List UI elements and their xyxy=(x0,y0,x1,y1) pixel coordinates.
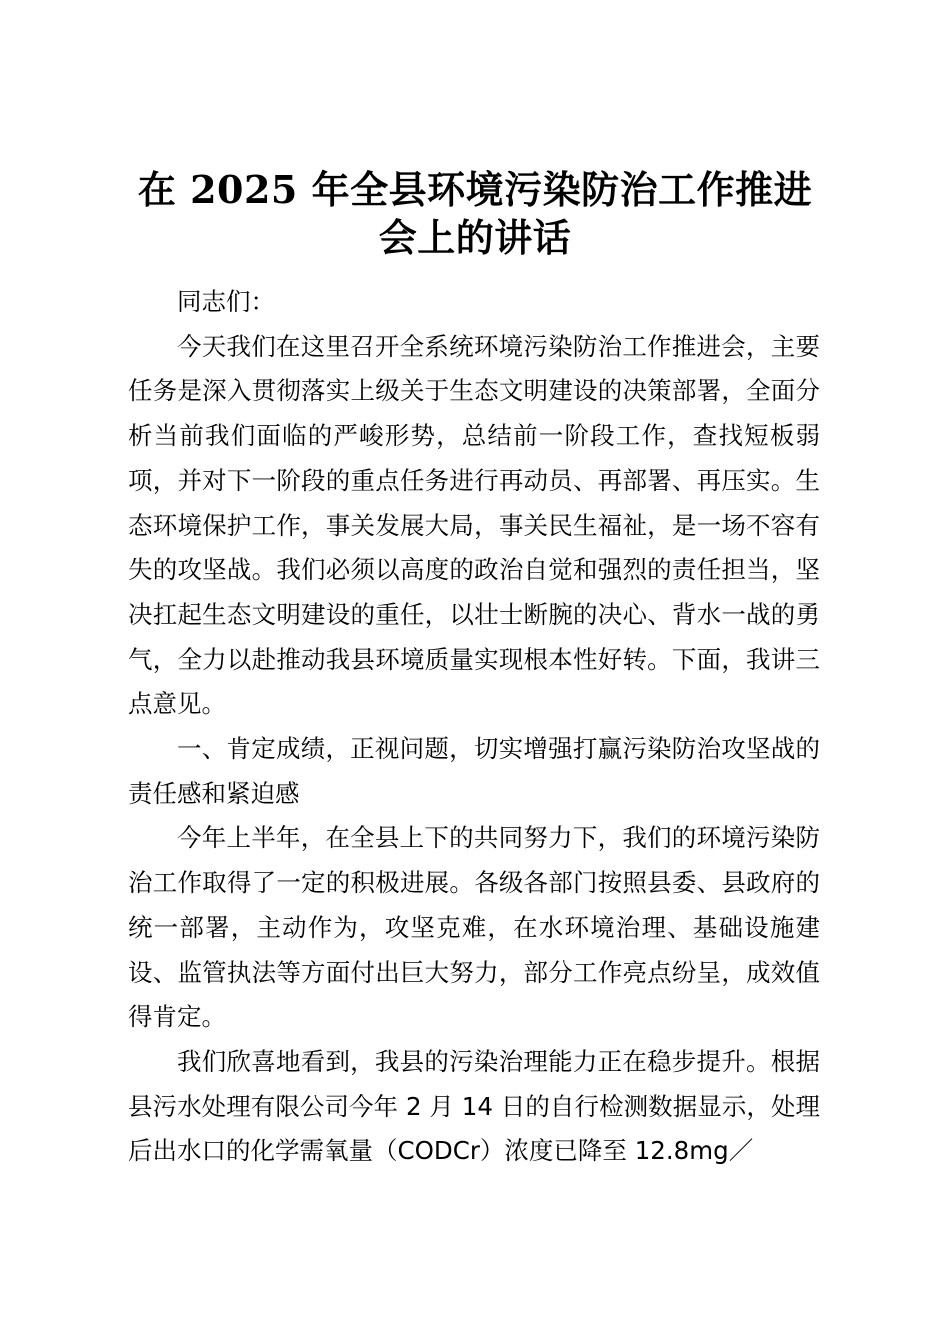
body-paragraph: 今年上半年，在全县上下的共同努力下，我们的环境污染防治工作取得了一定的积极进展。各级各部门按照县委、县政府的统一部署，主动作为，攻坚克难，在水环境治理、基础设施建设、监管执法等方面付出巨大努力，部分工作亮点纷呈，成效值得肯定。 xyxy=(128,823,820,1032)
intro-paragraph: 今天我们在这里召开全系统环境污染防治工作推进会，主要任务是深入贯彻落实上级关于生态文明建设的决策部署，全面分析当前我们面临的严峻形势，总结前一阶段工作，查找短板弱项，并对下一阶段的重点任务进行再动员、再部署、再压实。生态环境保护工作，事关发展大局，事关民生福祉，是一场不容有失的攻坚战。我们必须以高度的政治自觉和强烈的责任担当，坚决扛起生态文明建设的重任，以壮士断腕的决心、背水一战的勇气，全力以赴推动我县环境质量实现根本性好转。下面，我讲三点意见。 xyxy=(128,331,820,719)
salutation: 同志们： xyxy=(177,287,275,316)
document-body xyxy=(128,280,820,1174)
body-paragraph: 我们欣喜地看到，我县的污染治理能力正在稳步提升。根据县污水处理有限公司今年 2 月 14 日的自行检测数据显示，处理后出水口的化学需氧量（CODCr）浓度已降至 12.8mg／ xyxy=(128,1046,820,1166)
document-title: 在 2025 年全县环境污染防治工作推进会上的讲话 xyxy=(137,167,813,260)
section-heading: 一、肯定成绩，正视问题，切实增强打赢污染防治攻坚战的责任感和紧迫感 xyxy=(128,734,820,808)
